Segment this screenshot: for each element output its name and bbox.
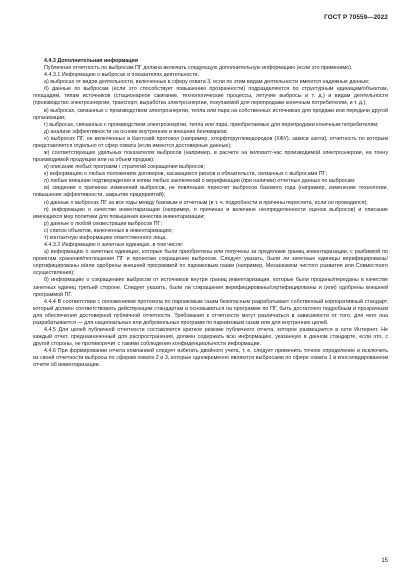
paragraph: ж) соответствующих удельных показателях выбросов (например, в расчете на киловатт-час производимой электроэнергии, на тонну производимой продукции или на объем продаж);	[33, 150, 388, 164]
section-heading: 4.4.3 Дополнительная информация	[44, 58, 138, 64]
paragraph: 4.4.3.1 Информацию о выбросах и показателях деятельности.	[44, 72, 200, 79]
paragraph: е) выбросах ПГ, не включенных в Киотский протокол (например, хлорфторуглеводородов (ХФУ), закиси азота), отчетность по которым представляется отдельно от сфер охвата (если имеются достоверные данные);	[33, 135, 388, 149]
standard-number: ГОСТ Р 70559—2022	[324, 14, 388, 21]
paragraph: 4.4.3.2 Информацию о зачетных единицах, в том числе:	[44, 242, 184, 249]
paragraph: 4.4.4 В соответствии с положениями протокола по парниковым газам безопасным разрабатывает собственный корпоративный стандарт, который должен соответствовать действующим стандартам и основываться на программе по ПГ, быть достаточно подробным и прозрачным для обеспечения достоверной публичной отчетности. Требования к отчетности могут различаться в зависимости от того, для чего она разрабатывается — для национальных или добровольных программ по парниковым газам или для внутренних целей.	[33, 298, 388, 326]
paragraph: д) анализе эффективности на основе внутренних и внешних бенчмарков;	[44, 128, 228, 135]
paragraph: к) информацию о любых положениях договоров, касающихся рисков и обязательств, связанных с выбросами ПГ;	[44, 171, 328, 178]
paragraph: Публичная отчетность по выбросам ПГ должна включать следующую дополнительную информацию (если это применимо).	[44, 65, 353, 72]
document-body	[33, 58, 388, 369]
paragraph: р) данные о любой секвестрации выбросов ПГ;	[44, 220, 162, 227]
page-number: 15	[381, 558, 388, 564]
paragraph: н) данные о выбросах ПГ за все годы между базовым и отчетным (в т. ч. подробности и причины пересчета, если он проводился);	[44, 199, 368, 206]
paragraph: г) выбросах, связанных с производством электроэнергии, тепла или пара, приобретаемых для перепродажи конечным потребителям;	[44, 121, 379, 128]
paragraph: л) любые внешние подтверждения и копии любых заключений о верификации (при наличии) отчетных данных по выбросам;	[44, 178, 356, 185]
paragraph: с) список объектов, включенных в инвентаризацию;	[44, 227, 173, 234]
paragraph: п) информацию о качестве инвентаризации (например, о причинах и величине неопределенности оценок выбросов) и описание имеющихся мер политики для повышения качества инвентаризации;	[33, 206, 388, 220]
paragraph: в) выбросах, связанных с производством электроэнергии, тепла или пара на собственных источниках для продажи или передачи другой организации;	[33, 107, 388, 121]
paragraph: м) сведения о причинах изменений выбросов, не повлекших пересчет выбросов базового года (например, изменение технологии, повышение эффективности, закрытие предприятий);	[33, 185, 388, 199]
paragraph: б) данные по выбросам (если это способствует повышению прозрачности) подразделяются по структурным единицам/объектам, площадям, типам источников (стационарное сжигание, технологические процессы, летучие выбросы и т. д.) и видам деятельности (производство электроэнергии, транспорт, выработка электроэнергии, покупаемой для перепродажи конечным потребителям, и т. д.);	[33, 86, 388, 107]
paragraph: б) информацию о сокращениях выбросов от источников внутри границ инвентаризации, которые были проданы/переданы в качестве зачетных единиц третьей стороне. Следует указать, были ли сокращения верифицированы/сертифицированы и (или) одобрены внешней программой ПГ.	[33, 277, 388, 298]
paragraph: и) описание любых программ / стратегий сокращения выбросов;	[44, 164, 205, 171]
paragraph: 4.4.5 Для целей публичной отчетности составляется краткое резюме публичного отчета, которое размещается в сети Интернет. Не каждый отчет, предназначенный для распространения, должен содержать всю информацию, указанную в данном стандарте, если это, с другой стороны, не противоречит с такими соблюдения конфиденциальности информации.	[33, 326, 388, 348]
paragraph: а) выбросах от видов деятельности, включенных в сферу охвата 3, если по этим видам деятельности имеются надежные данные;	[44, 79, 370, 86]
paragraph: т) контактную информацию ответственного лица.	[44, 234, 167, 241]
paragraph: а) информацию о зачетных единицах, которые были приобретены или получены за пределами границ инвентаризации, с разбивкой по проектам хранения/поглощения ПГ и проектам сокращения выбросов. Следует указать, были ли зачетные единицы верифицированы/сертифицированы и/или одобрены внешней программой по парниковым газам (например, Механизмом чистого развития или Совместного осуществления);	[33, 249, 388, 277]
paragraph: 4.4.6 При формировании отчета компанией следует избегать двойного учета, т. е. следует применить точное определение и исключить из своей отчетности выбросы по сферам охвата 2 и 3, которые одновременно являются выбросами по сфере охвата 1 в консолидированном отчете об инвентаризации.	[33, 348, 388, 369]
